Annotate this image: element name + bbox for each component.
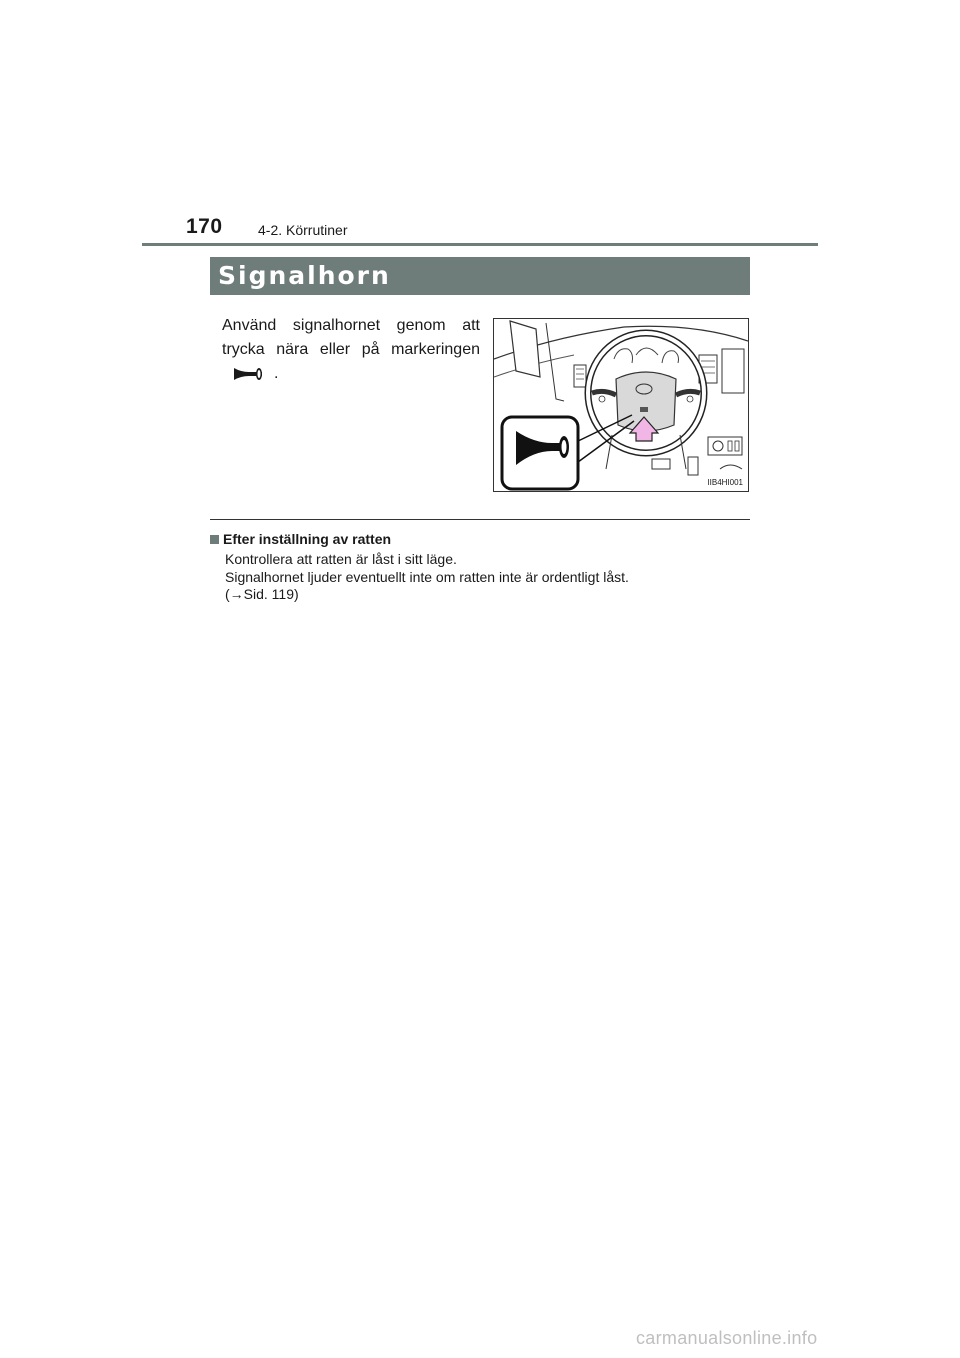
square-bullet-icon bbox=[210, 535, 219, 544]
intro-line-3-suffix: . bbox=[274, 365, 279, 382]
steering-wheel-drawing bbox=[494, 319, 748, 491]
notes-divider bbox=[210, 519, 750, 520]
notes-body bbox=[225, 551, 750, 604]
notes-line: Signalhornet ljuder eventuellt inte om ratten inte är ordentligt låst. bbox=[225, 568, 629, 585]
header-rule bbox=[142, 243, 818, 246]
illustration-code: IIB4HI001 bbox=[707, 478, 743, 487]
intro-line-2: trycka nära eller på markeringen bbox=[222, 341, 480, 358]
page-number: 170 bbox=[186, 215, 223, 238]
notes-heading-text: Efter inställning av ratten bbox=[223, 531, 392, 547]
intro-text bbox=[222, 314, 480, 362]
horn-icon bbox=[232, 365, 266, 383]
watermark: carmanualsonline.info bbox=[636, 1328, 818, 1348]
notes-heading bbox=[210, 530, 750, 548]
section-header bbox=[210, 257, 750, 295]
intro-line-1: Använd signalhornet genom att bbox=[222, 317, 480, 334]
intro-mark-line bbox=[232, 362, 278, 386]
notes-section bbox=[210, 530, 750, 604]
chapter-title: 4-2. Körrutiner bbox=[258, 222, 348, 238]
notes-line: Kontrollera att ratten är låst i sitt läge. bbox=[225, 551, 457, 567]
steering-wheel-illustration bbox=[493, 318, 749, 492]
section-title: Signalhorn bbox=[218, 261, 391, 290]
page-reference-link[interactable]: (→Sid. 119) bbox=[225, 586, 299, 602]
